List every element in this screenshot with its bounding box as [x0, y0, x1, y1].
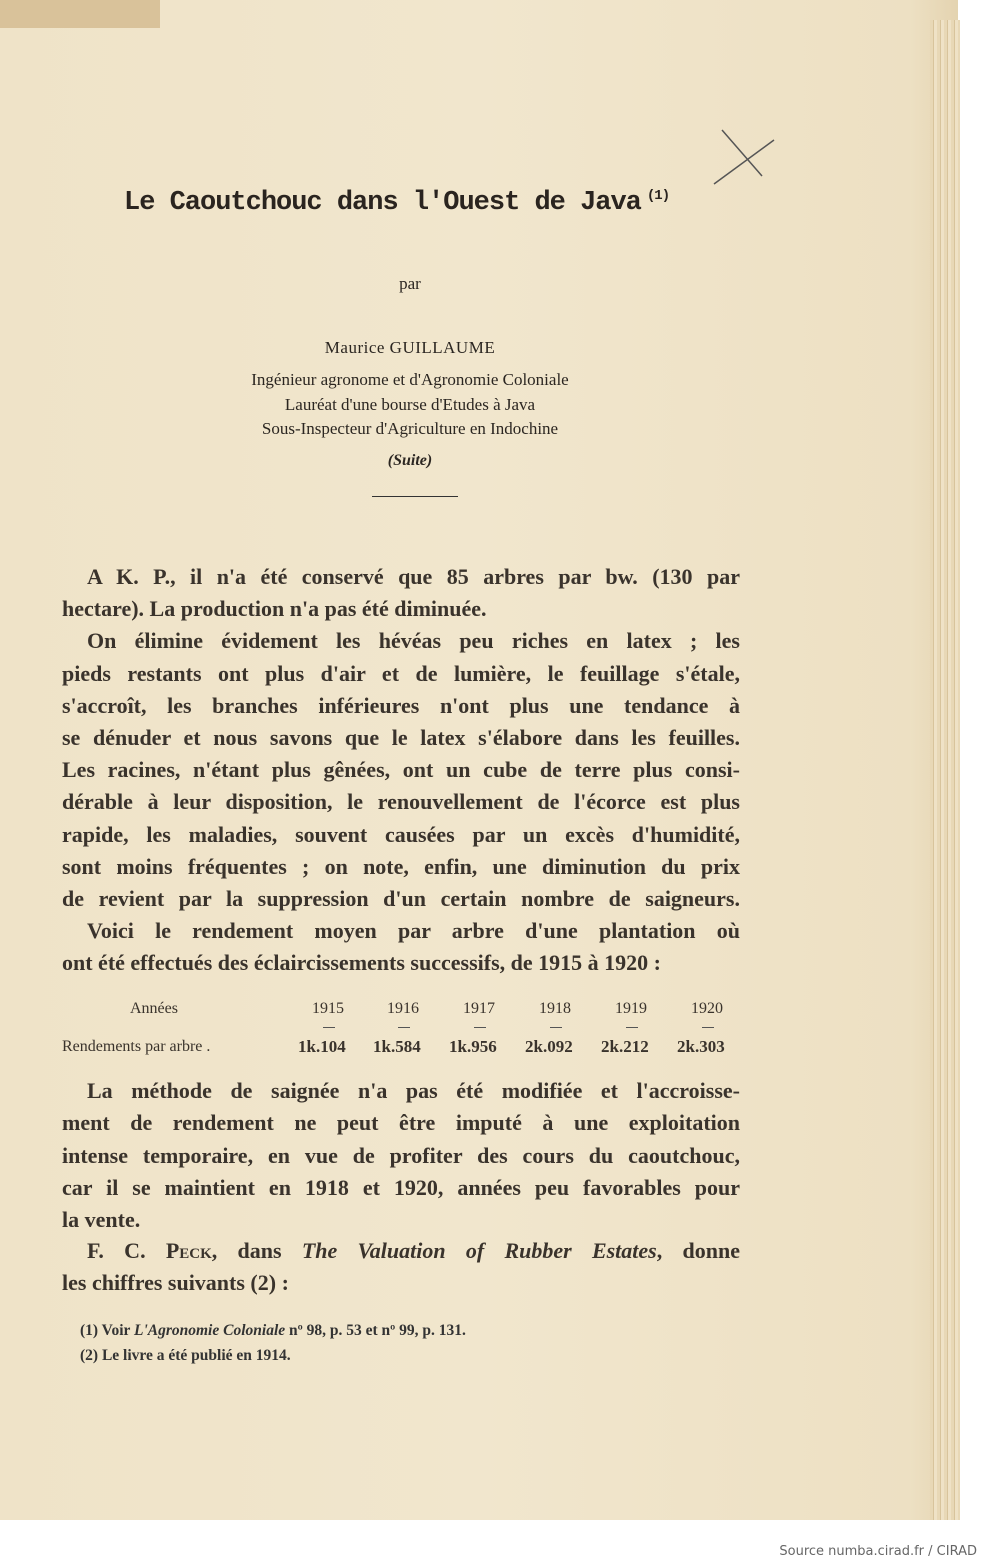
footnote-2: (2) Le livre a été publié en 1914. — [80, 1347, 291, 1364]
text-line: car il se maintient en 1918 et 1920, années peu favorables pour — [62, 1174, 740, 1200]
text-line: On élimine évidement les hévéas peu riches en latex ; les — [87, 628, 740, 654]
dash-divider — [323, 1027, 335, 1028]
text-line: A K. P., il n'a été conservé que 85 arbres par bw. (130 par — [87, 564, 740, 589]
table-yield: 2k.092 — [525, 1037, 573, 1056]
text-line: Voici le rendement moyen par arbre d'une plantation où — [87, 918, 740, 944]
book-title: The Valuation of Rubber Estates — [301, 1238, 657, 1263]
table-yield: 1k.104 — [298, 1037, 346, 1056]
text-line: pieds restants ont plus d'air et de lumière, le feuillage s'étale, — [62, 660, 740, 686]
affiliation-2: Lauréat d'une bourse d'Etudes à Java — [284, 395, 536, 414]
table-year: 1918 — [539, 1000, 571, 1017]
text-line: intense temporaire, en vue de profiter des cours du caoutchouc, — [62, 1142, 740, 1168]
table-yield: 2k.212 — [601, 1037, 649, 1056]
affiliation-1: Ingénieur agronome et d'Agronomie Coloniale — [251, 370, 569, 389]
article-title — [124, 188, 669, 218]
text-line: rapide, les maladies, souvent causées par un excès d'humidité, — [62, 821, 740, 847]
table-year: 1920 — [691, 1000, 723, 1017]
table-label-years: Années — [130, 1000, 178, 1017]
peck-line-2: les chiffres suivants (2) : — [62, 1270, 289, 1295]
affiliation-3: Sous-Inspecteur d'Agriculture en Indochine — [261, 419, 559, 438]
text-line: de revient par la suppression d'un certain nombre de saigneurs. — [62, 886, 740, 911]
text-line: s'accroît, les branches inférieures n'ont plus une tendance à — [62, 692, 740, 718]
table-year: 1916 — [387, 1000, 419, 1017]
text: , donne — [656, 1238, 740, 1263]
text-line: ont été effectués des éclaircissements successifs, de 1915 à 1920 : — [62, 950, 661, 976]
handwritten-x-mark — [712, 128, 782, 188]
page-edges — [930, 20, 960, 1520]
text-line: dérable à leur disposition, le renouvellement de l'écorce est plus — [62, 789, 740, 815]
table-year: 1915 — [312, 1000, 344, 1017]
text: , dans — [211, 1238, 302, 1263]
text-line: La méthode de saignée n'a pas été modifiée et l'accroisse- — [87, 1078, 740, 1103]
author-name: Maurice GUILLAUME — [324, 338, 496, 357]
text-line: se dénuder et nous savons que le latex s'élabore dans les feuilles. — [62, 725, 740, 750]
text: nº 98, p. 53 et nº 99, p. 131. — [285, 1322, 466, 1339]
torn-corner — [0, 0, 160, 28]
text-line: ment de rendement ne peut être imputé à une exploitation — [62, 1110, 740, 1136]
text-line: Les racines, n'étant plus gênées, ont un cube de terre plus consi- — [62, 757, 740, 783]
table-year: 1917 — [463, 1000, 495, 1017]
author-ref: F. C. Peck — [87, 1238, 212, 1263]
table-yield: 1k.956 — [449, 1037, 497, 1056]
dash-divider — [550, 1027, 562, 1028]
text-line: la vente. — [62, 1207, 141, 1233]
table-year: 1919 — [615, 1000, 647, 1017]
journal-title: L'Agronomie Coloniale — [133, 1322, 286, 1339]
divider — [372, 496, 458, 497]
text-line: sont moins fréquentes ; on note, enfin, une diminution du prix — [62, 853, 740, 879]
by-line: par — [399, 274, 421, 293]
table-label-yields: Rendements par arbre . — [62, 1038, 211, 1055]
text-line: hectare). La production n'a pas été diminuée. — [62, 596, 487, 622]
source-credit: Source numba.cirad.fr / CIRAD — [779, 1544, 977, 1559]
table-yield: 1k.584 — [373, 1037, 421, 1056]
table-yield: 2k.303 — [677, 1037, 725, 1056]
dash-divider — [702, 1027, 714, 1028]
continued-label: (Suite) — [387, 452, 433, 469]
peck-line-1 — [87, 1238, 740, 1264]
dash-divider — [626, 1027, 638, 1028]
footnote-1 — [80, 1322, 466, 1340]
dash-divider — [398, 1027, 410, 1028]
title-footnote-ref: (1) — [646, 188, 670, 204]
text: (1) Voir — [80, 1322, 134, 1339]
dash-divider — [474, 1027, 486, 1028]
title-text: Le Caoutchouc dans l'Ouest de Java — [124, 188, 641, 218]
